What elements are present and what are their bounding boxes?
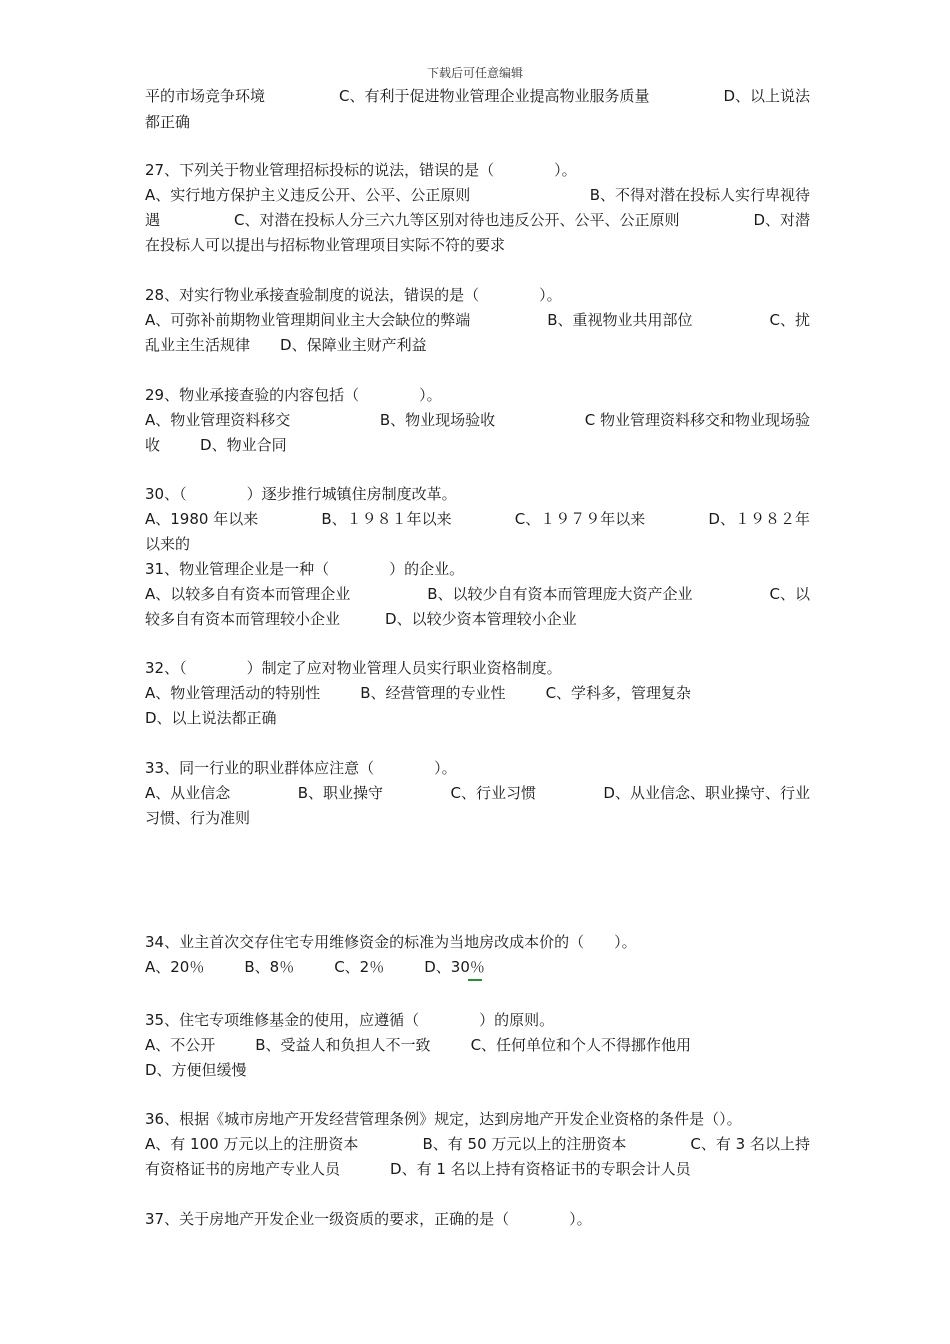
text-segment: C、有 3 名以上持: [690, 1135, 810, 1153]
text-line: [145, 333, 810, 358]
text-line: [145, 158, 810, 183]
text-segment: B、１９８１年以来: [321, 510, 452, 528]
text-segment: 35、住宅专项维修基金的使用，应遵循（ ）的原则。: [145, 1011, 555, 1029]
text-line: [145, 233, 810, 258]
text-line: [145, 955, 810, 980]
text-line: [145, 1132, 810, 1157]
text-line: [145, 1033, 810, 1058]
text-segment: C、扰: [769, 311, 810, 329]
text-segment: D、１９８２年: [708, 510, 810, 528]
edit-underline-mark: [468, 979, 482, 981]
text-segment: A、从业信念: [145, 784, 231, 802]
text-segment: A、1980 年以来: [145, 510, 259, 528]
text-line: [145, 930, 810, 955]
text-segment: B、不得对潜在投标人实行卑视待: [589, 186, 810, 204]
page-header: 下载后可任意编辑: [426, 66, 523, 80]
text-line: [145, 607, 810, 632]
text-segment: A、有 100 万元以上的注册资本: [145, 1135, 359, 1153]
text-segment: A、可弥补前期物业管理期间业主大会缺位的弊端: [145, 311, 471, 329]
text-line: [145, 308, 810, 333]
text-segment: 以来的: [145, 535, 191, 553]
text-segment: 都正确: [145, 113, 191, 131]
text-segment: A、实行地方保护主义违反公开、公平、公正原则: [145, 186, 471, 204]
text-segment: B、8％: [244, 958, 295, 976]
text-segment: C、有利于促进物业管理企业提高物业服务质量: [338, 87, 650, 105]
text-segment: C、对潜在投标人分三六九等区别对待也违反公开、公平、公正原则: [233, 211, 680, 229]
text-segment: 33、同一行业的职业群体应注意（ ）。: [145, 759, 457, 777]
text-line: [145, 433, 810, 458]
text-segment: C 物业管理资料移交和物业现场验: [584, 411, 810, 429]
text-line: [145, 1107, 810, 1132]
text-line: [145, 532, 810, 557]
text-segment: B、职业操守: [297, 784, 384, 802]
text-segment: C、行业习惯: [450, 784, 536, 802]
text-segment: C、以: [769, 585, 810, 603]
text-segment: A、以较多自有资本而管理企业: [145, 585, 351, 603]
text-segment: 27、下列关于物业管理招标投标的说法，错误的是（ ）。: [145, 161, 577, 179]
text-segment: C、任何单位和个人不得挪作他用: [470, 1036, 692, 1054]
text-segment: 32、（ ）制定了应对物业管理人员实行职业资格制度。: [145, 659, 562, 677]
text-line: [145, 681, 810, 706]
text-line: [145, 84, 810, 109]
text-segment: 遇: [145, 211, 161, 229]
text-line: [145, 781, 810, 806]
text-line: [145, 656, 810, 681]
text-segment: D、以上说法都正确: [145, 709, 277, 727]
text-segment: C、学科多，管理复杂: [545, 684, 692, 702]
text-segment: D、物业合同: [200, 436, 287, 454]
text-segment: 在投标人可以提出与招标物业管理项目实际不符的要求: [145, 236, 506, 254]
text-line: [145, 706, 810, 731]
text-segment: B、重视物业共用部位: [547, 311, 693, 329]
text-segment: 有资格证书的房地产专业人员: [145, 1160, 341, 1178]
text-line: [145, 557, 810, 582]
text-segment: B、受益人和负担人不一致: [255, 1036, 431, 1054]
text-segment: D、从业信念、职业操守、行业: [603, 784, 810, 802]
text-segment: C、2％: [334, 958, 385, 976]
text-line: [145, 1058, 810, 1083]
text-line: [145, 756, 810, 781]
text-line: [145, 806, 810, 831]
text-segment: B、以较少自有资本而管理庞大资产企业: [427, 585, 693, 603]
text-line: [145, 110, 810, 135]
text-segment: D、以上说法: [723, 87, 810, 105]
text-segment: 36、根据《城市房地产开发经营管理条例》规定，达到房地产开发企业资格的条件是（）。: [145, 1110, 742, 1128]
text-line: [145, 1207, 810, 1232]
text-segment: 29、物业承接查验的内容包括（ ）。: [145, 386, 442, 404]
text-segment: A、物业管理活动的特别性: [145, 684, 321, 702]
text-segment: 平的市场竞争环境: [145, 87, 266, 105]
text-segment: B、有 50 万元以上的注册资本: [422, 1135, 627, 1153]
text-line: [145, 408, 810, 433]
text-segment: 28、对实行物业承接查验制度的说法，错误的是（ ）。: [145, 286, 562, 304]
text-segment: 31、物业管理企业是一种（ ）的企业。: [145, 560, 465, 578]
text-segment: 34、业主首次交存住宅专用维修资金的标准为当地房改成本价的（ ）。: [145, 933, 637, 951]
text-line: [145, 208, 810, 233]
text-segment: 30、（ ）逐步推行城镇住房制度改革。: [145, 485, 457, 503]
text-segment: 乱业主生活规律: [145, 336, 251, 354]
text-segment: 收: [145, 436, 161, 454]
text-segment: D、对潜: [753, 211, 810, 229]
text-line: [145, 1008, 810, 1033]
text-line: [145, 183, 810, 208]
text-line: [145, 1157, 810, 1182]
text-line: [145, 482, 810, 507]
text-line: [145, 507, 810, 532]
text-segment: 习惯、行为准则: [145, 809, 251, 827]
text-segment: A、不公开: [145, 1036, 216, 1054]
text-segment: D、30％: [424, 958, 485, 976]
text-line: [145, 283, 810, 308]
text-segment: 37、关于房地产开发企业一级资质的要求，正确的是（ ）。: [145, 1210, 592, 1228]
text-segment: D、以较少资本管理较小企业: [385, 610, 577, 628]
text-segment: B、经营管理的专业性: [360, 684, 506, 702]
text-segment: D、保障业主财产利益: [280, 336, 427, 354]
text-segment: 较多自有资本而管理较小企业: [145, 610, 341, 628]
text-segment: A、物业管理资料移交: [145, 411, 291, 429]
text-line: [145, 582, 810, 607]
text-segment: A、20％: [145, 958, 205, 976]
text-line: [145, 383, 810, 408]
text-segment: C、１９７９年以来: [514, 510, 646, 528]
text-segment: B、物业现场验收: [379, 411, 496, 429]
text-segment: D、有 1 名以上持有资格证书的专职会计人员: [390, 1160, 691, 1178]
text-segment: D、方便但缓慢: [145, 1061, 247, 1079]
